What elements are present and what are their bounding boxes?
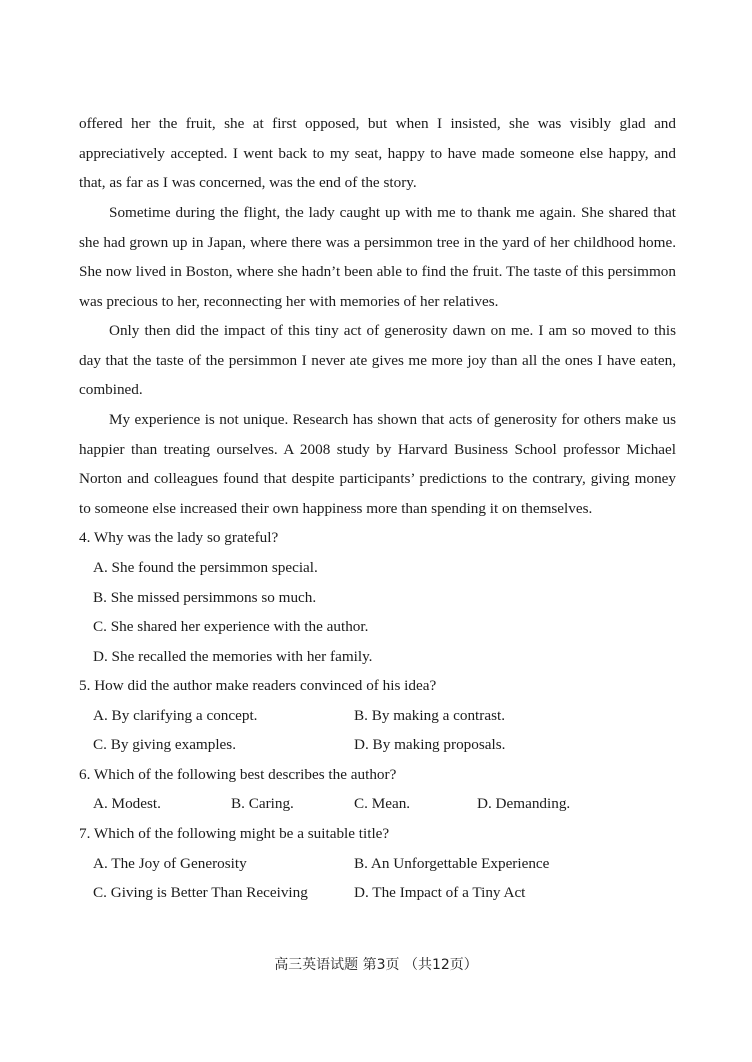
question-5-stem: 5. How did the author make readers convinced of his idea? (79, 677, 437, 694)
page-footer: 高三英语试题 第3页 （共12页） (274, 957, 478, 973)
passage-paragraph-4: My experience is not unique. Research has shown that acts of generosity for others make us happier than treating ourselves. A 2008 study by Harvard Business School professor Michael Norton and colleagues found that despite participants’ predictions to the contrary, giving money to someone else increased their own happiness more than spending it on themselves. (79, 411, 676, 517)
question-6-option-b: B. Caring. (231, 795, 294, 812)
question-7-option-b: B. An Unforgettable Experience (354, 855, 550, 872)
question-5-option-c: C. By giving examples. (93, 736, 237, 753)
question-5-option-d: D. By making proposals. (354, 736, 506, 753)
passage-paragraph-2: Sometime during the flight, the lady caught up with me to thank me again. She shared that she had grown up in Japan, where there was a persimmon tree in the yard of her childhood home. She now lived in Boston, where she hadn’t been able to find the fruit. The taste of this persimmon was precious to her, reconnecting her with memories of her relatives. (79, 204, 676, 310)
question-4-option-a: A. She found the persimmon special. (93, 559, 318, 576)
question-5-option-b: B. By making a contrast. (354, 707, 506, 724)
question-6-option-d: D. Demanding. (477, 795, 571, 812)
question-5-option-a: A. By clarifying a concept. (93, 707, 258, 724)
question-7-option-d: D. The Impact of a Tiny Act (354, 884, 526, 901)
question-7-stem: 7. Which of the following might be a suitable title? (79, 825, 390, 842)
question-6-option-a: A. Modest. (93, 795, 161, 812)
question-4-stem: 4. Why was the lady so grateful? (79, 529, 279, 546)
question-4-option-b: B. She missed persimmons so much. (93, 589, 317, 606)
question-7-option-a: A. The Joy of Generosity (93, 855, 247, 872)
question-4-option-c: C. She shared her experience with the author. (93, 618, 369, 635)
question-7-option-c: C. Giving is Better Than Receiving (93, 884, 308, 901)
passage-paragraph-1: offered her the fruit, she at first opposed, but when I insisted, she was visibly glad and appreciatively accepted. I went back to my seat, happy to have made someone else happy, and that, as far as I was concerned, was the end of the story. (79, 115, 676, 192)
passage-paragraph-3: Only then did the impact of this tiny act of generosity dawn on me. I am so moved to this day that the taste of the persimmon I never ate gives me more joy than all the ones I have eaten, combined. (79, 322, 676, 399)
question-4-option-d: D. She recalled the memories with her family. (93, 648, 373, 665)
question-6-option-c: C. Mean. (354, 795, 411, 812)
question-6-stem: 6. Which of the following best describes the author? (79, 766, 397, 783)
